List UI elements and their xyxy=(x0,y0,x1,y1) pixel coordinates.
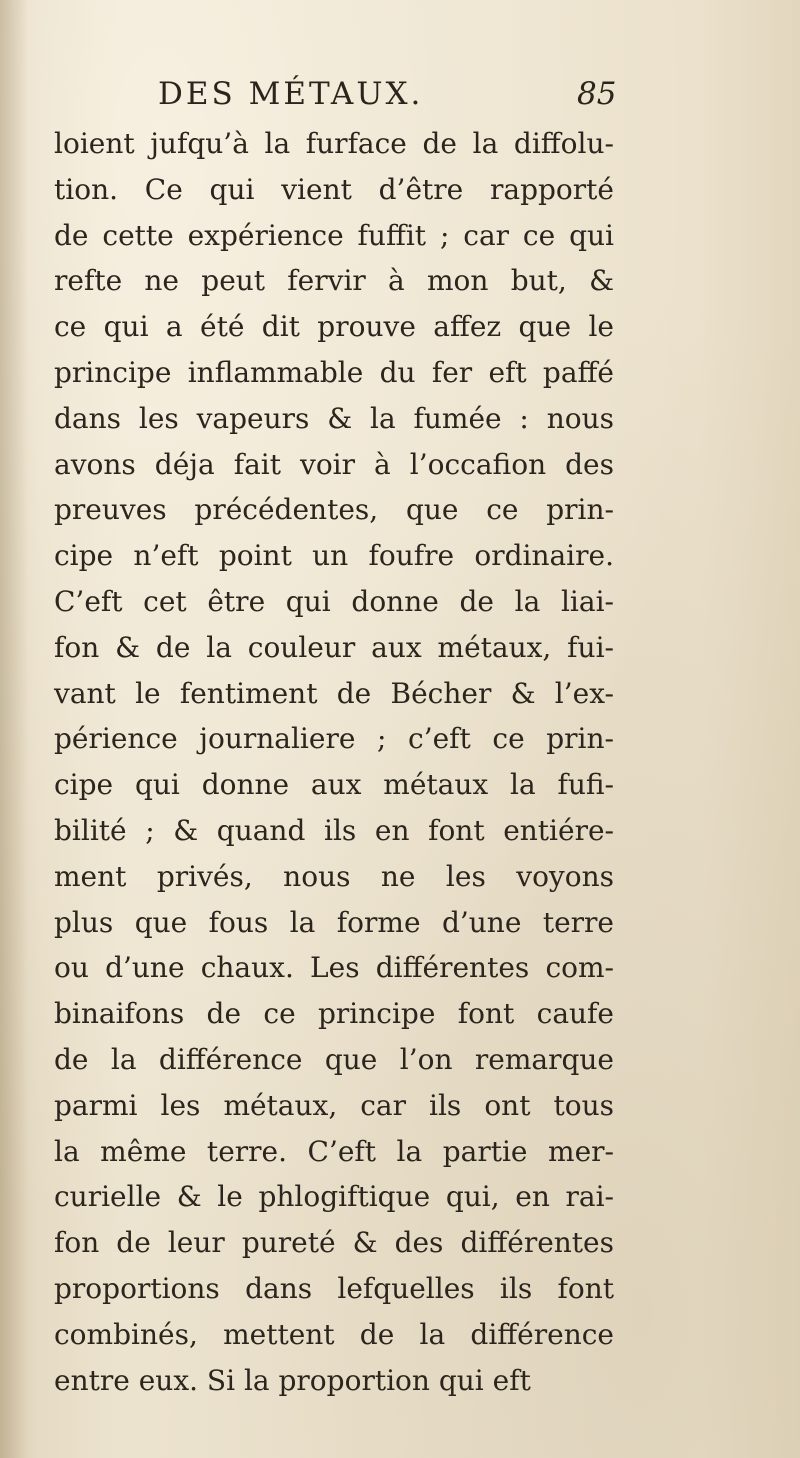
text-line: bilité ; & quand ils en font entiére- xyxy=(54,813,614,847)
text-line: binaifons de ce principe font caufe xyxy=(54,997,614,1031)
text-line: ment privés, nous ne les voyons xyxy=(54,859,614,893)
text-line: la même terre. C’eft la partie mer- xyxy=(54,1134,614,1168)
text-line: vant le fentiment de Bécher & l’ex- xyxy=(54,676,614,710)
text-line: plus que fous la forme d’une terre xyxy=(54,905,614,939)
text-line: loient jufqu’à la furface de la diffolu- xyxy=(54,127,614,160)
text-line: entre eux. Si la proportion qui eft xyxy=(54,1363,531,1397)
text-line: refte ne peut fervir à mon but, & xyxy=(54,264,614,298)
text-line: principe inflammable du fer eft paffé xyxy=(54,355,614,389)
text-line: de la différence que l’on remarque xyxy=(54,1042,614,1076)
text-line: ce qui a été dit prouve affez que le xyxy=(54,310,614,344)
page-header xyxy=(0,70,800,120)
body-text xyxy=(54,121,614,1403)
text-line: fon & de la couleur aux métaux, fui- xyxy=(54,630,614,664)
text-line: parmi les métaux, car ils ont tous xyxy=(54,1088,614,1122)
running-head: DES MÉTAUX. xyxy=(158,76,424,112)
text-line: ou d’une chaux. Les différentes com- xyxy=(54,951,614,985)
text-line: périence journaliere ; c’eft ce prin- xyxy=(54,722,614,756)
text-line: cipe qui donne aux métaux la fufi- xyxy=(54,768,614,802)
text-line: C’eft cet être qui donne de la liai- xyxy=(54,584,614,618)
text-line: preuves précédentes, que ce prin- xyxy=(54,493,614,527)
gutter-shadow xyxy=(0,0,28,1458)
page-number: 85 xyxy=(577,76,617,112)
text-line: curielle & le phlogiftique qui, en rai- xyxy=(54,1180,614,1214)
text-line: avons déja fait voir à l’occafion des xyxy=(54,447,614,481)
text-line: tion. Ce qui vient d’être rapporté xyxy=(54,172,614,206)
text-line: fon de leur pureté & des différentes xyxy=(54,1226,614,1260)
text-line: proportions dans lefquelles ils font xyxy=(54,1271,614,1305)
text-line: dans les vapeurs & la fumée : nous xyxy=(54,401,614,435)
text-line: cipe n’eft point un foufre ordinaire. xyxy=(54,539,614,573)
text-line: combinés, mettent de la différence xyxy=(54,1317,614,1351)
text-line: de cette expérience fuffit ; car ce qui xyxy=(54,218,614,252)
